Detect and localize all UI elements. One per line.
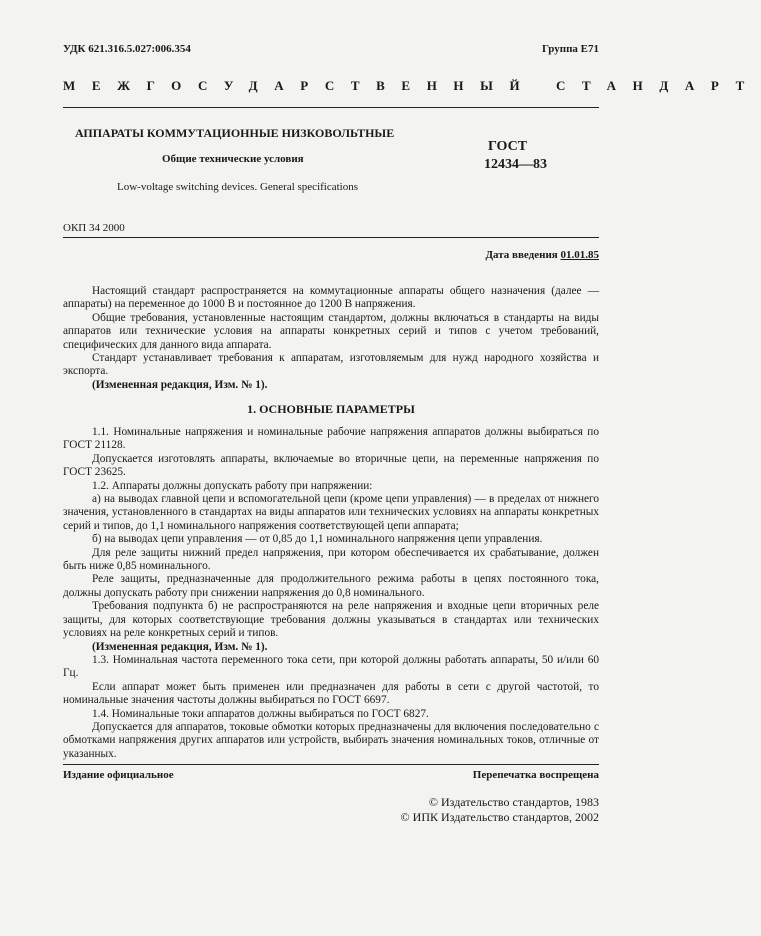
clause-1-4: 1.4. Номинальные токи аппаратов должны выбираться по ГОСТ 6827. (92, 707, 429, 720)
clause-1-3-paragraph: Если аппарат может быть применен или предназначен для работы в сети с другой частотой, то номинальные значения частоты должны выбираться по ГОСТ 6697. (63, 680, 599, 707)
intro-section (63, 285, 599, 392)
copyright-line: © ИПК Издательство стандартов, 2002 (400, 810, 599, 824)
gost-label: ГОСТ (488, 139, 528, 154)
copyright-line: © Издательство стандартов, 1983 (428, 795, 599, 809)
intro-paragraph: Настоящий стандарт распространяется на коммутационные аппараты общего назначения (далее — аппараты) на переменное до 1000 В и постоянное до 1200 В напряжения. (63, 285, 599, 311)
revision-note: (Измененная редакция, Изм. № 1). (92, 378, 268, 391)
reprint-prohibited-label: Перепечатка воспрещена (472, 769, 599, 781)
clause-1-2-item-a: а) на выводах главной цепи и вспомогательной цепи (кроме цепи управления) — в пределах от нижнего значения, установленного в стандартах на виды аппаратов или технических условиях на аппараты конкретных серий и типов, до 1,1 номинального напряжения соответствующей цепи аппарата; (63, 493, 599, 532)
header-rule (63, 107, 599, 108)
clause-1-2-paragraph: Для реле защиты нижний предел напряжения, при котором обеспечивается их срабатывание, должен быть ниже 0,85 номинального. (63, 546, 599, 573)
clause-1-2-paragraph: Требования подпункта б) не распространяются на реле напряжения и входные цепи вторичных реле защиты, для которых соответствующие требования должны указываться в стандартах или технических условиях на реле конкретных серий и типов. (63, 600, 599, 640)
intro-paragraph: Общие требования, установленные настоящим стандартом, должны включаться в стандарты на виды аппаратов или технические условия на аппараты конкретных серий и типов с учетом требований, специфических для данного вида аппарата. (63, 311, 599, 351)
official-edition-label: Издание официальное (63, 769, 174, 781)
okp-code: ОКП 34 2000 (63, 222, 125, 234)
clause-1-1: 1.1. Номинальные напряжения и номинальные рабочие напряжения аппаратов должны выбираться по ГОСТ 21128. (63, 426, 599, 452)
clause-1-1-paragraph: Допускается изготовлять аппараты, включаемые во вторичные цепи, на переменные напряжения по ГОСТ 23625. (63, 452, 599, 479)
title-rule (63, 237, 599, 238)
effective-date (485, 249, 599, 261)
clause-1-2: 1.2. Аппараты должны допускать работу при напряжении: (92, 479, 373, 492)
intro-paragraph: Стандарт устанавливает требования к аппаратам, изготовляемым для нужд народного хозяйства и экспорта. (63, 352, 599, 378)
english-title: Low-voltage switching devices. General specifications (117, 181, 359, 193)
section-heading: 1. ОСНОВНЫЕ ПАРАМЕТРЫ (247, 402, 415, 416)
effective-date-label: Дата введения (485, 249, 558, 261)
effective-date-value: 01.01.85 (560, 249, 599, 261)
clause-1-3: 1.3. Номинальная частота переменного тока сети, при которой должны работать аппараты, 50 и/или 60 Гц. (63, 653, 599, 680)
clause-1-2-paragraph: Реле защиты, предназначенные для продолжительного режима работы в цепях постоянного тока, должны допускать работу при снижении напряжения до 0,8 номинального. (63, 573, 599, 599)
section-main-parameters (63, 402, 599, 761)
udk-code: УДК 621.316.5.027:006.354 (63, 43, 191, 55)
interstate-standard-banner: МЕЖГОСУДАРСТВЕННЫЙ СТАНДАРТ (63, 78, 761, 93)
clause-1-4-paragraph: Допускается для аппаратов, токовые обмотки которых предназначены для включения последовательно с обмотками напряжения других аппаратов или устройств, выбирать значения номинальных токов, отличные от указанных. (63, 720, 599, 760)
footer-rule (63, 764, 599, 765)
clause-1-2-item-b: б) на выводах цепи управления — от 0,85 до 1,1 номинального напряжения цепи управления. (92, 533, 543, 546)
revision-note: (Измененная редакция, Изм. № 1). (92, 640, 268, 653)
gost-number: 12434—83 (484, 157, 547, 172)
document-title: АППАРАТЫ КОММУТАЦИОННЫЕ НИЗКОВОЛЬТНЫЕ (75, 126, 395, 140)
document-subtitle: Общие технические условия (162, 153, 304, 165)
group-code: Группа Е71 (541, 43, 599, 55)
